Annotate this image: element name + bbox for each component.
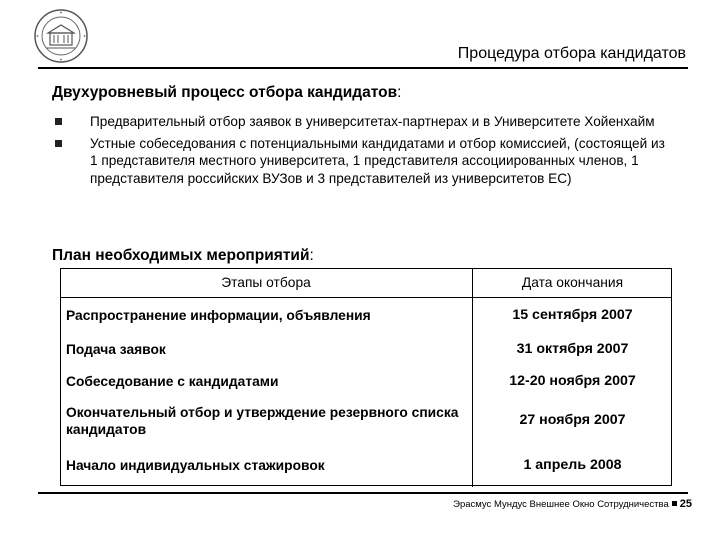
stage-cell: Окончательный отбор и утверждение резервного списка кандидатов: [60, 398, 473, 444]
bullet-square-icon: [55, 118, 62, 125]
table-row: [60, 333, 672, 366]
date-cell: 1 апрель 2008: [523, 456, 622, 473]
section-heading-process-text: Двухуровневый процесс отбора кандидатов: [52, 84, 398, 101]
date-cell: 31 октября 2007: [516, 340, 629, 357]
slide-title: Процедура отбора кандидатов: [457, 45, 686, 62]
bullet-item: [52, 113, 672, 131]
date-cell: 27 ноября 2007: [519, 412, 626, 428]
footer-square-icon: [672, 501, 677, 506]
bullet-text: Устные собеседования с потенциальными кандидатами и отбор комиссией, (состоящей из 1 представителя местного университета, 1 представителя ассоциированных членов, 1 представителя российских ВУЗов и 3 представителей из университетов ЕС): [90, 135, 665, 186]
page-number: 25: [679, 498, 692, 510]
plan-table: [60, 268, 672, 487]
date-cell: 12-20 ноября 2007: [509, 373, 636, 389]
header-divider: [38, 67, 688, 69]
column-header-date: Дата окончания: [473, 268, 673, 298]
stage-cell: Начало индивидуальных стажировок: [60, 444, 473, 487]
university-seal-logo: [33, 8, 89, 64]
section-heading-plan: [52, 247, 314, 265]
table-row: [60, 298, 672, 333]
bullet-square-icon: [55, 140, 62, 147]
table-header-row: [60, 268, 672, 298]
bullet-text: Предварительный отбор заявок в университетах-партнерах и в Университете Хойенхайм: [90, 114, 655, 129]
bullet-item: [52, 135, 672, 188]
footer: [453, 498, 692, 510]
process-bullet-list: [52, 113, 672, 191]
column-header-stage: Этапы отбора: [60, 268, 473, 298]
stage-cell: Собеседование с кандидатами: [60, 366, 473, 398]
section-heading-plan-colon: :: [309, 247, 314, 264]
table-row: [60, 398, 672, 444]
footer-text: Эрасмус Мундус Внешнее Окно Сотрудничества: [453, 499, 669, 510]
stage-cell: Подача заявок: [60, 333, 473, 366]
section-heading-process: [52, 84, 401, 102]
stage-cell: Распространение информации, объявления: [60, 298, 473, 333]
table-row: [60, 444, 672, 487]
date-cell: 15 сентября 2007: [512, 306, 633, 323]
table-row: [60, 366, 672, 398]
section-heading-plan-text: План необходимых мероприятий: [52, 247, 310, 264]
footer-divider: [38, 492, 688, 494]
section-heading-process-colon: :: [397, 84, 402, 101]
